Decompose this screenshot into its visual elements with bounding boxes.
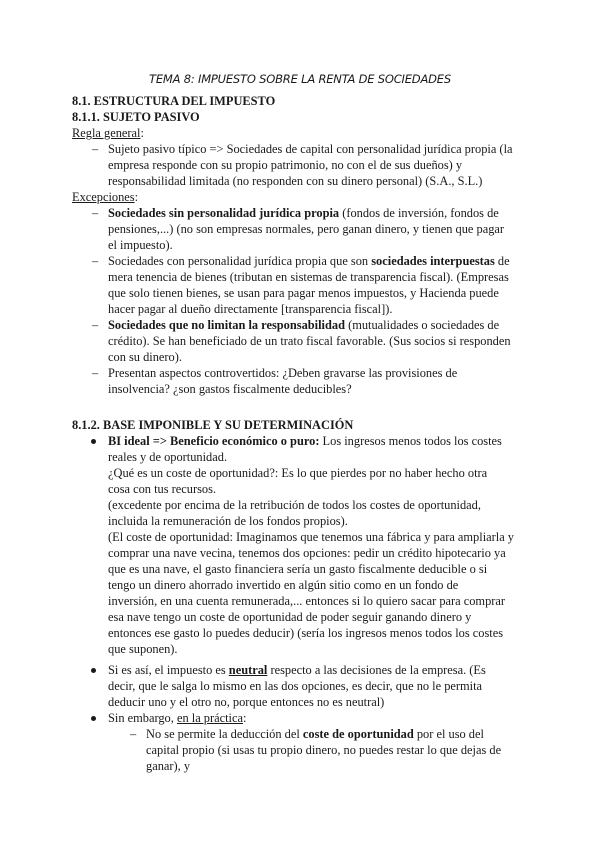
excepciones-label: [72, 189, 138, 205]
embargo-item-line-1: [146, 726, 484, 742]
bullet-dot: [91, 439, 96, 444]
bi-line: (El coste de oportunidad: Imaginamos que tenemos una fábrica y para ampliarla y: [108, 530, 514, 544]
regla-general-label: [72, 125, 144, 141]
embargo-line: [108, 710, 246, 726]
bi-line: esa nave tengo un coste de oportunidad de poder seguir ganando dinero y: [108, 610, 472, 624]
bullet-dot: [91, 668, 96, 673]
neutral-pre: Si es así, el impuesto es: [108, 663, 229, 677]
neutral-bold: neutral: [228, 663, 268, 677]
exception-2-post: de: [494, 254, 510, 268]
exception-1-rest: (fondos de inversión, fondos de: [339, 206, 499, 220]
bi-line: tengo un dinero ahorrado invertido en algún sitio como en un fondo de: [108, 578, 459, 592]
exception-2-pre: Sociedades con personalidad jurídica propia que son: [108, 254, 372, 268]
regla-general-text: Regla general: [72, 126, 141, 140]
bi-line: (excedente por encima de la retribución de todos los costes de oportunidad,: [108, 498, 481, 512]
bi-rest: Los ingresos menos todos los costes: [319, 434, 502, 448]
bi-line: que es una nave, el gasto financiera sería un gasto fiscalmente deducible o si: [108, 562, 488, 576]
exception-2-line-2: mera tenencia de bienes (tributan en sistemas de transparencia fiscal). (Empresas: [108, 270, 509, 284]
exception-3-rest: (mutualidades o sociedades de: [344, 318, 500, 332]
bi-line: comprar una nave vecina, tenemos dos opciones: pedir un crédito hipotecario ya: [108, 546, 506, 560]
embargo-post: :: [243, 711, 247, 725]
page-title: TEMA 8: IMPUESTO SOBRE LA RENTA DE SOCIEDADES: [149, 72, 451, 86]
bi-line: inversión, en una cuenta remunerada,... entonces si lo quiero sacar para comprar: [108, 594, 506, 608]
exception-4-line-2: insolvencia? ¿son gastos fiscalmente deducibles?: [108, 382, 352, 396]
embargo-item-post: por el uso del: [413, 727, 484, 741]
section-heading-8-1: 8.1. ESTRUCTURA DEL IMPUESTO: [72, 94, 276, 108]
neutral-line-2: decir, que le salga lo mismo en las dos opciones, es decir, que no le permita: [108, 679, 483, 693]
bi-line: incluida la remuneración de los fondos propios).: [108, 514, 348, 528]
exception-2-line-1: [108, 253, 510, 269]
bi-line: que suponen).: [108, 642, 178, 656]
exception-1-line-1: [108, 205, 499, 221]
dash-bullet: –: [92, 366, 99, 380]
bi-line: entonces ese gasto lo puedes deducir) (sería los ingresos menos todos los costes: [108, 626, 504, 640]
neutral-line-3: deducir uno y el otro no, porque entonces no es neutral): [108, 695, 385, 709]
regla-item-line-3: responsabilidad limitada (no responden con su dinero personal) (S.A., S.L.): [108, 174, 483, 188]
regla-item-line-2: empresa responde con su propio patrimonio, no con el de sus dueños) y: [108, 158, 463, 172]
exception-1-line-3: el impuesto).: [108, 238, 173, 252]
dash-bullet: –: [92, 318, 99, 332]
exception-2-line-4: hacer pagar al dueño directamente [transparencia fiscal]).: [108, 302, 393, 316]
bi-line: ¿Qué es un coste de oportunidad?: Es lo que pierdes por no haber hecho otra: [108, 466, 488, 480]
exception-2-bold: sociedades interpuestas: [371, 254, 495, 268]
section-heading-8-1-1: [72, 109, 200, 125]
bi-line-1: [108, 433, 502, 449]
exception-1-bold: Sociedades sin personalidad jurídica propia: [108, 206, 340, 220]
embargo-item-line-2: capital propio (si usas tu propio dinero, no puedes restar lo que dejas de: [146, 743, 502, 757]
dash-bullet: –: [92, 254, 99, 268]
dash-bullet: –: [92, 142, 99, 156]
dash-bullet: –: [92, 206, 99, 220]
neutral-line-1: [108, 662, 486, 678]
embargo-item-pre: No se permite la deducción del: [146, 727, 303, 741]
regla-general-colon: :: [140, 126, 144, 140]
embargo-underlined: en la práctica: [176, 711, 243, 725]
bullet-dot: [91, 716, 96, 721]
bi-line: cosa con tus recursos.: [108, 482, 217, 496]
embargo-pre: Sin embargo,: [108, 711, 177, 725]
excepciones-colon: :: [134, 190, 139, 204]
exception-3-line-1: [108, 317, 499, 333]
section-heading-8-1-1-text: 8.1.1. SUJETO PASIVO: [72, 110, 200, 124]
bi-bold: BI ideal => Beneficio económico o puro:: [108, 434, 320, 448]
exception-1-line-2: pensiones,...) (no son empresas normales, pero ganan dinero, y tienen que pagar: [108, 222, 505, 236]
excepciones-text: Excepciones: [72, 190, 135, 204]
regla-item-line-1: Sujeto pasivo típico => Sociedades de capital con personalidad jurídica propia (la: [108, 142, 513, 156]
exception-3-line-2: crédito). Se han beneficiado de un trato fiscal favorable. (Sus socios si responden: [108, 334, 511, 348]
neutral-post: respecto a las decisiones de la empresa. (Es: [267, 663, 486, 677]
exception-3-bold: Sociedades que no limitan la responsabilidad: [108, 318, 345, 332]
section-heading-8-1-2: 8.1.2. BASE IMPONIBLE Y SU DETERMINACIÓN: [72, 418, 354, 432]
embargo-item-bold: coste de oportunidad: [302, 727, 414, 741]
exception-3-line-3: con su dinero).: [108, 350, 182, 364]
exception-4-line-1: Presentan aspectos controvertidos: ¿Deben gravarse las provisiones de: [108, 366, 458, 380]
bi-line: reales y de oportunidad.: [108, 450, 228, 464]
dash-bullet: –: [130, 727, 137, 741]
embargo-item-line-3: ganar), y: [146, 759, 191, 773]
exception-2-line-3: que solo tienen bienes, se usan para pagar menos impuestos, y Hacienda puede: [108, 286, 499, 300]
